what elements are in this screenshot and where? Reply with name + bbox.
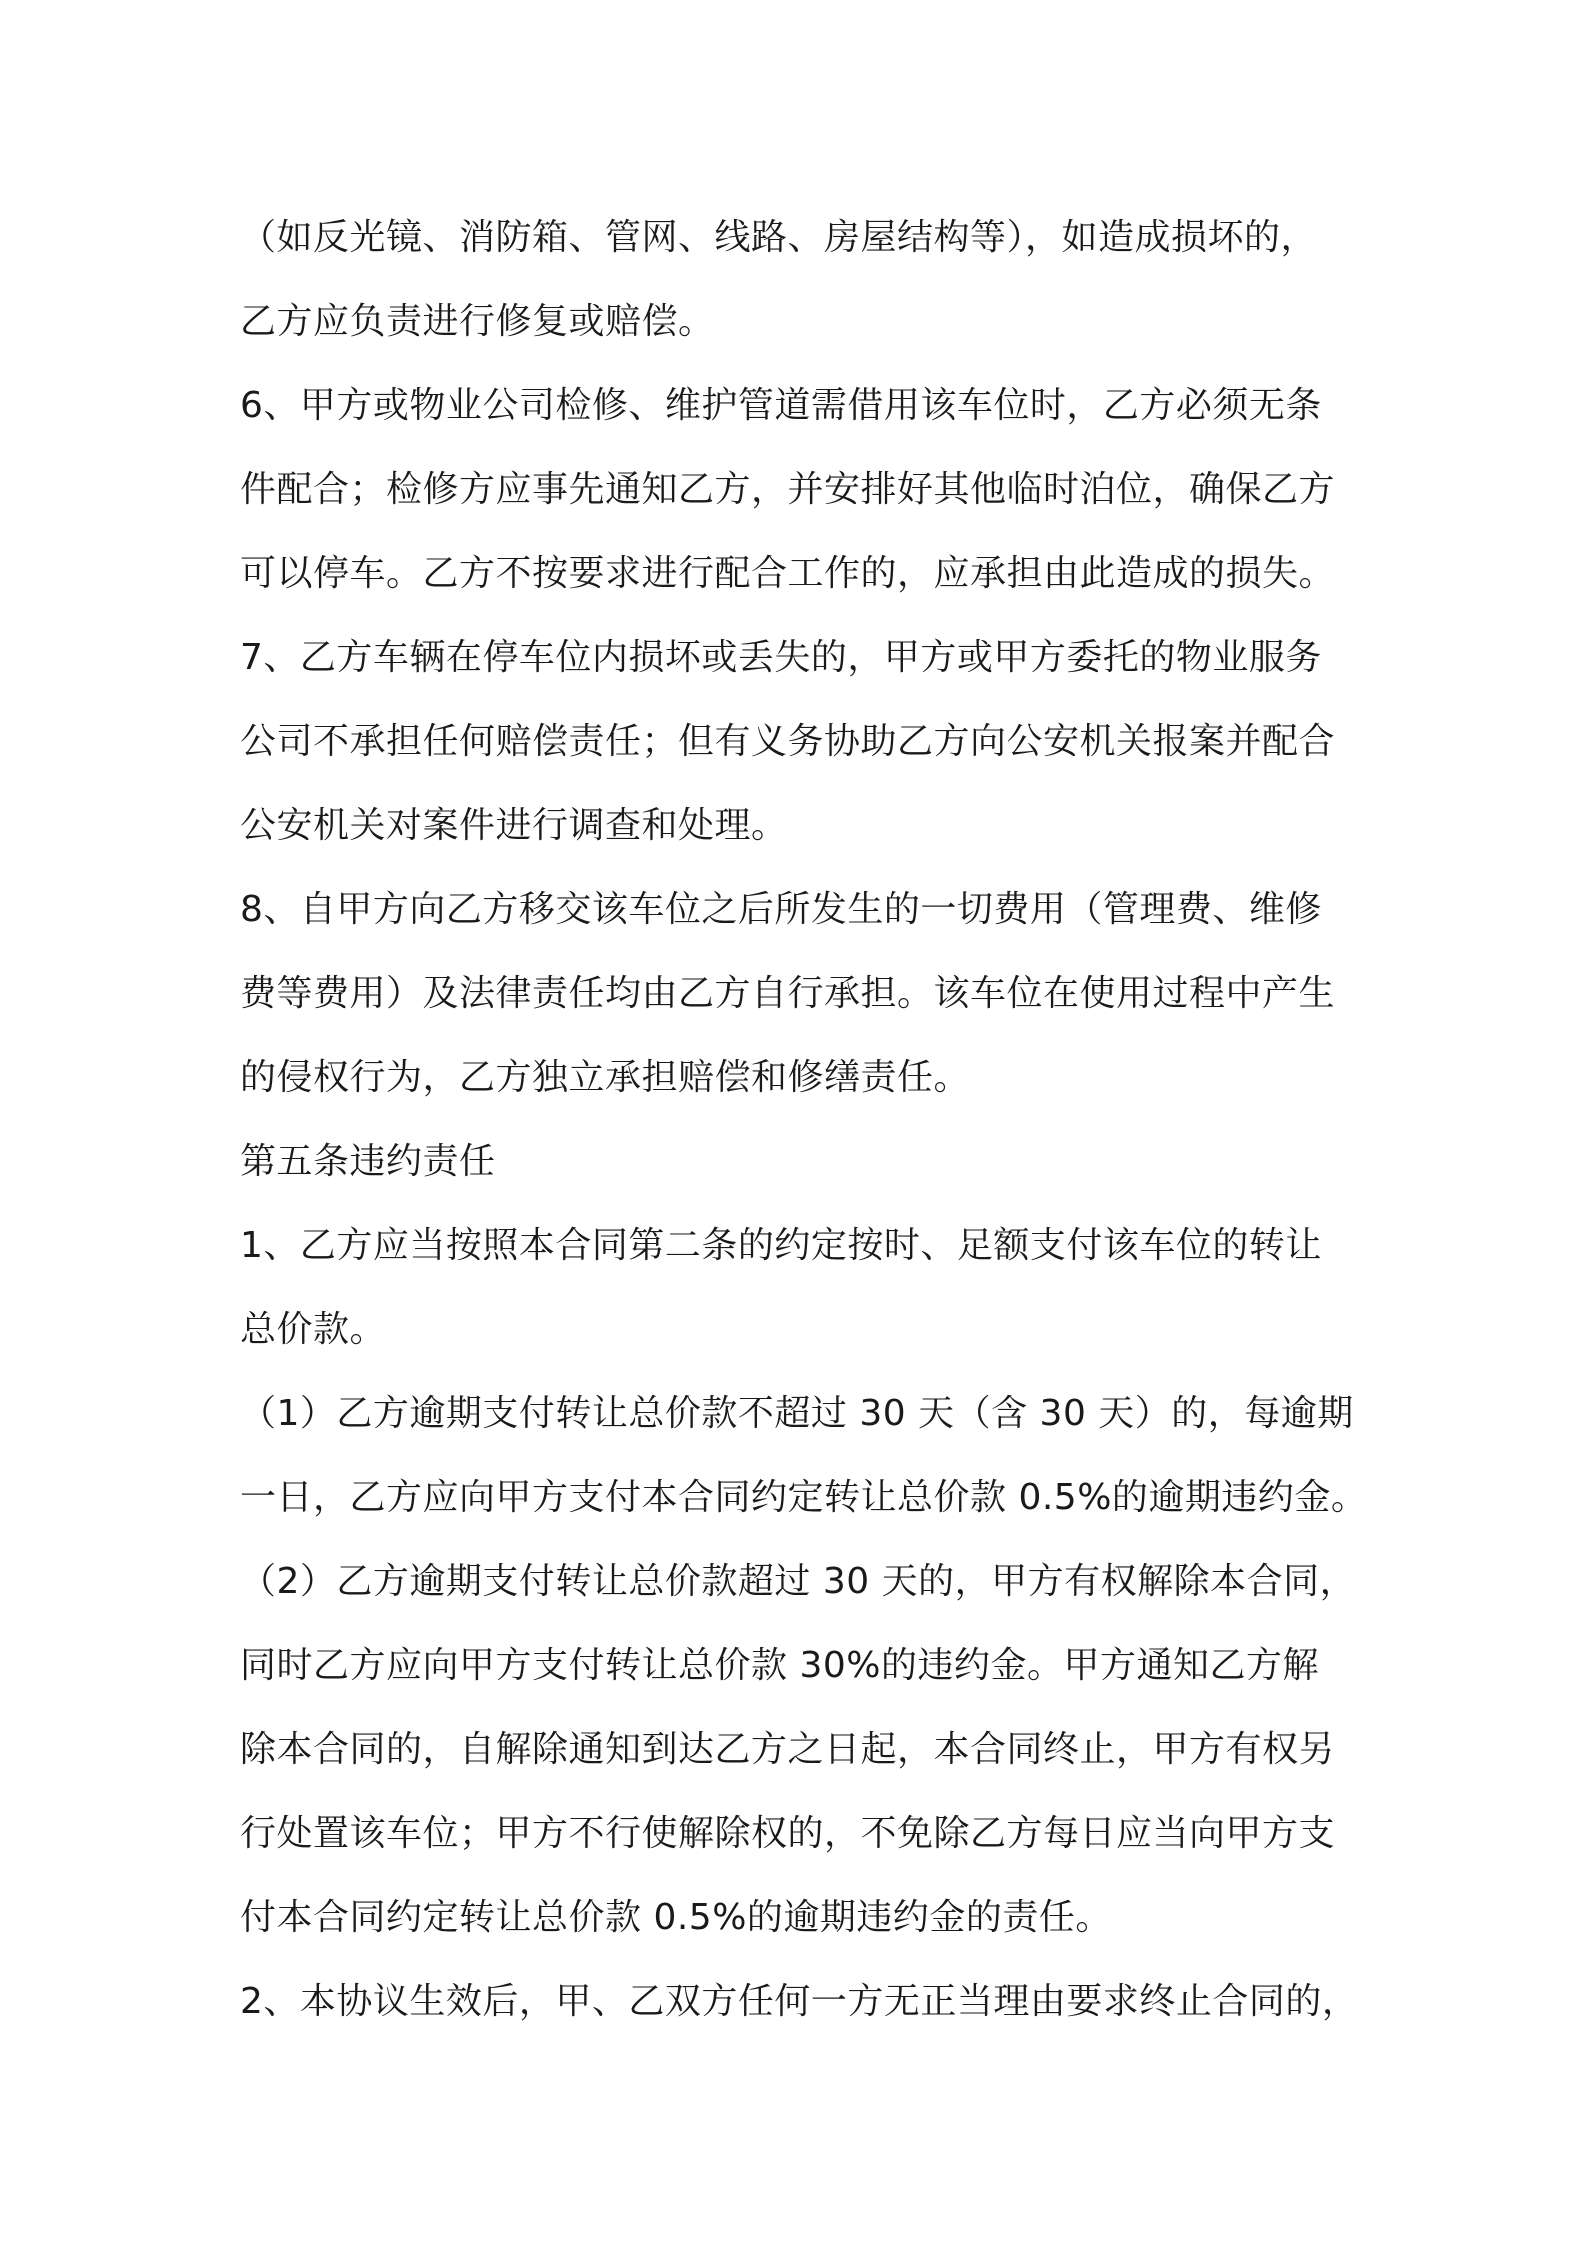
text-line: 一日，乙方应向甲方支付本合同约定转让总价款 0.5%的逾期违约金。: [240, 1477, 1368, 1518]
text-line: 总价款。: [240, 1309, 387, 1350]
text-line: 除本合同的，自解除通知到达乙方之日起，本合同终止，甲方有权另: [240, 1729, 1336, 1770]
clause-2-line: 2、本协议生效后，甲、乙双方任何一方无正当理由要求终止合同的，: [240, 1981, 1359, 2022]
text-line: 公安机关对案件进行调查和处理。: [240, 805, 788, 846]
subclause-1-line: （1）乙方逾期支付转让总价款不超过 30 天（含 30 天）的，每逾期: [240, 1393, 1354, 1434]
text-line: 费等费用）及法律责任均由乙方自行承担。该车位在使用过程中产生: [240, 973, 1336, 1014]
text-line: 付本合同约定转让总价款 0.5%的逾期违约金的责任。: [240, 1897, 1112, 1938]
clause-8-line: 8、自甲方向乙方移交该车位之后所发生的一切费用（管理费、维修: [240, 889, 1322, 930]
subclause-2-line: （2）乙方逾期支付转让总价款超过 30 天的，甲方有权解除本合同，: [240, 1561, 1357, 1602]
text-line: 行处置该车位；甲方不行使解除权的，不免除乙方每日应当向甲方支: [240, 1813, 1336, 1854]
section-heading: 第五条违约责任: [240, 1141, 496, 1182]
text-line: 的侵权行为，乙方独立承担赔偿和修缮责任。: [240, 1057, 971, 1098]
text-line: 同时乙方应向甲方支付转让总价款 30%的违约金。甲方通知乙方解: [240, 1645, 1319, 1686]
clause-7-line: 7、乙方车辆在停车位内损坏或丢失的，甲方或甲方委托的物业服务: [240, 637, 1322, 678]
clause-1-line: 1、乙方应当按照本合同第二条的约定按时、足额支付该车位的转让: [240, 1225, 1322, 1266]
text-line: 可以停车。乙方不按要求进行配合工作的，应承担由此造成的损失。: [240, 553, 1336, 594]
text-line: 乙方应负责进行修复或赔偿。: [240, 301, 715, 342]
clause-6-line: 6、甲方或物业公司检修、维护管道需借用该车位时，乙方必须无条: [240, 385, 1322, 426]
text-line: 件配合；检修方应事先通知乙方，并安排好其他临时泊位，确保乙方: [240, 469, 1336, 510]
document-body: [240, 196, 1390, 2044]
text-line: 公司不承担任何赔偿责任；但有义务协助乙方向公安机关报案并配合: [240, 721, 1336, 762]
text-line: （如反光镜、消防箱、管网、线路、房屋结构等），如造成损坏的，: [240, 217, 1318, 258]
